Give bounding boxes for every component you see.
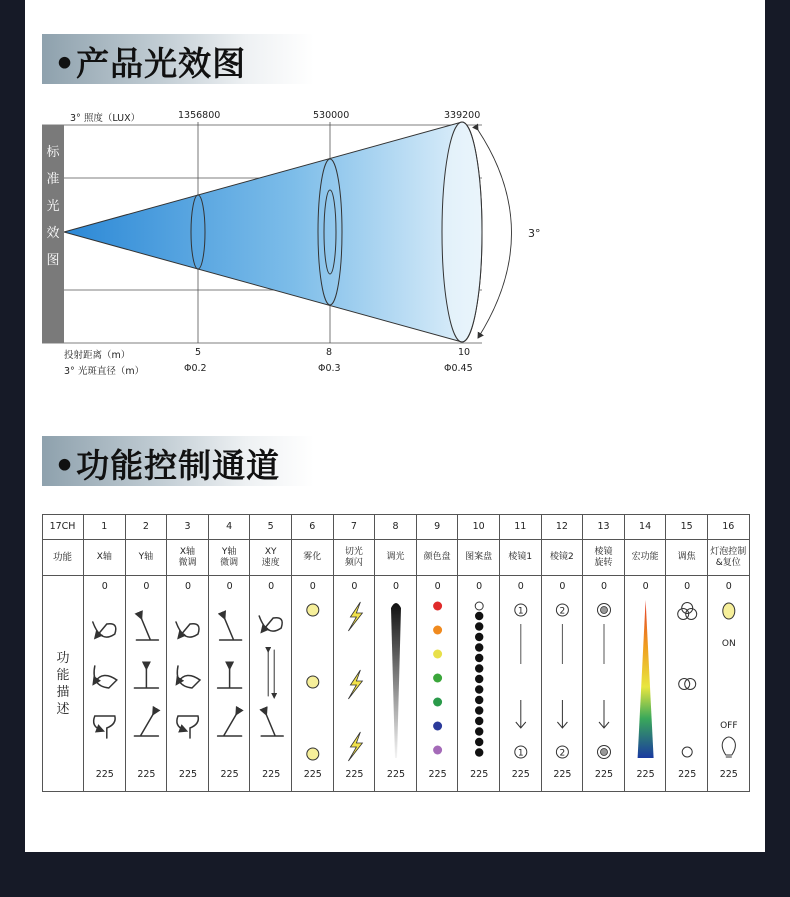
range-end: 225 (178, 769, 198, 780)
gobo-pattern-icon (475, 748, 483, 756)
gobo-pattern-icon (475, 727, 483, 735)
range-start: 0 (684, 581, 691, 592)
gobo-pattern-icon (475, 717, 483, 725)
color-dot-icon (433, 602, 442, 611)
range-start: 0 (517, 581, 524, 592)
channel-name-5: XY 速度 (250, 540, 292, 576)
gobo-pattern-icon (475, 738, 483, 746)
rotation-core-icon (601, 749, 608, 756)
color-dot-icon (433, 698, 442, 707)
x-axis-arrow-icon (177, 716, 198, 738)
channel-number-10: 10 (458, 514, 500, 540)
range-end: 225 (636, 769, 655, 780)
range-end: 225 (95, 769, 114, 780)
angle-arc (478, 130, 512, 338)
xy-speed-angle-icon (261, 712, 283, 736)
range-start: 0 (600, 581, 608, 592)
channel-name-7: 切光 频闪 (334, 540, 376, 576)
x-axis-arrow-icon (93, 622, 116, 637)
range-start: 0 (143, 581, 150, 592)
distance-10: 10 (458, 347, 471, 358)
lamp-on-icon (723, 603, 735, 619)
prism-1-number: 1 (517, 748, 524, 759)
prism-down-arrow-icon (516, 700, 526, 728)
channel-number-1: 1 (84, 514, 126, 540)
y-axis-arrow-icon (134, 712, 158, 736)
channel-name-13: 棱镜 旋转 (583, 540, 625, 576)
range-end: 225 (137, 769, 156, 780)
side-char: 标 (46, 145, 60, 160)
channel-name-1: X轴 (84, 540, 126, 576)
channel-icons (42, 514, 750, 792)
range-start: 0 (226, 581, 233, 592)
strobe-bolt-icon (348, 602, 362, 631)
channel-number-3: 3 (167, 514, 209, 540)
channel-name-2: Y轴 (126, 540, 168, 576)
focus-ring-icon (682, 603, 693, 614)
channel-number-2: 2 (126, 514, 168, 540)
side-char: 图 (46, 253, 60, 268)
prism-2-number: 2 (559, 748, 566, 759)
distance-8: 8 (326, 347, 333, 358)
range-end: 225 (594, 769, 614, 780)
range-end: 225 (220, 769, 239, 780)
fog-dot-icon (307, 676, 319, 688)
side-char: 效 (46, 226, 60, 241)
lamp-off-label: OFF (720, 721, 738, 731)
focus-ring-icon (686, 609, 697, 620)
range-start: 0 (351, 581, 358, 592)
range-start: 0 (434, 581, 441, 592)
section-title-channels: •功能控制通道 (54, 446, 281, 485)
channel-number-9: 9 (417, 514, 459, 540)
x-axis-arrow-icon (177, 666, 200, 688)
rotation-core-icon (601, 607, 608, 614)
channel-name-3: X轴 微调 (167, 540, 209, 576)
lux-value-5m: 1356800 (178, 110, 221, 121)
beam-diagram (0, 0, 790, 400)
channel-name-6: 雾化 (292, 540, 334, 576)
desc-char: 描 (56, 685, 70, 700)
side-char: 准 (46, 172, 60, 187)
angle-label: 3° (528, 227, 541, 240)
channel-number-7: 7 (334, 514, 376, 540)
macro-wedge-icon (638, 600, 654, 758)
channel-number-6: 6 (292, 514, 334, 540)
channel-name-14: 宏功能 (625, 540, 667, 576)
channel-number-11: 11 (500, 514, 542, 540)
range-end: 225 (678, 769, 697, 780)
channel-number-5: 5 (250, 514, 292, 540)
diameter-8: Φ0.3 (318, 363, 341, 374)
gobo-pattern-icon (475, 654, 483, 662)
cone-end-ellipse (442, 122, 482, 342)
standard-effect-label (42, 125, 64, 343)
desc-char: 能 (56, 668, 70, 683)
channel-name-11: 棱镜1 (500, 540, 542, 576)
desc-char: 述 (56, 702, 70, 717)
prism-2-number: 2 (559, 606, 566, 617)
channel-name-12: 棱镜2 (542, 540, 584, 576)
gobo-pattern-icon (475, 643, 483, 651)
lamp-off-icon (722, 737, 735, 755)
gobo-pattern-icon (475, 622, 483, 630)
focus-ring-icon (682, 747, 692, 757)
illuminance-label: 3° 照度（LUX） (70, 113, 141, 124)
channel-name-9: 颜色盘 (417, 540, 459, 576)
light-cone (64, 122, 482, 342)
gobo-pattern-icon (475, 633, 483, 641)
y-axis-arrow-icon (136, 616, 158, 640)
range-end: 225 (303, 769, 322, 780)
range-start: 0 (476, 581, 483, 592)
range-end: 225 (345, 769, 364, 780)
x-axis-arrow-icon (94, 666, 117, 688)
fog-dot-icon (307, 748, 319, 760)
channel-number-8: 8 (375, 514, 417, 540)
channel-table (42, 514, 750, 792)
range-end: 225 (511, 769, 530, 780)
gobo-pattern-icon (475, 612, 483, 620)
diameter-5: Φ0.2 (184, 363, 207, 374)
desc-char: 功 (56, 651, 70, 666)
color-dot-icon (433, 674, 442, 683)
xy-speed-curl-icon (259, 616, 282, 631)
range-start: 0 (101, 581, 108, 592)
range-end: 225 (386, 769, 406, 780)
range-start: 0 (309, 581, 316, 592)
color-dot-icon (433, 650, 442, 659)
prism-1-number: 1 (517, 606, 524, 617)
channel-name-16: 灯泡控制 &复位 (708, 540, 750, 576)
channel-number-12: 12 (542, 514, 584, 540)
diameter-10: Φ0.45 (444, 363, 473, 374)
section-title-effect: •产品光效图 (54, 44, 247, 83)
lamp-on-label: ON (721, 639, 736, 649)
channel-number-16: 16 (708, 514, 750, 540)
range-start: 0 (559, 581, 566, 592)
y-axis-arrow-icon (218, 666, 242, 688)
header-17ch: 17CH (42, 514, 84, 540)
gobo-pattern-icon (475, 675, 483, 683)
channel-number-14: 14 (625, 514, 667, 540)
channel-number-4: 4 (209, 514, 251, 540)
rotation-down-arrow-icon (599, 700, 609, 728)
spot-diameter-label: 3° 光斑直径（m） (64, 366, 145, 377)
gobo-pattern-icon (475, 685, 483, 693)
prism-down-arrow-icon (557, 700, 567, 728)
channel-name-10: 图案盘 (458, 540, 500, 576)
range-end: 225 (553, 769, 572, 780)
strobe-bolt-icon (348, 670, 362, 699)
channel-number-13: 13 (583, 514, 625, 540)
lux-value-10m: 339200 (444, 110, 481, 121)
range-start: 0 (725, 581, 732, 592)
dimmer-bar-icon (391, 603, 401, 758)
color-dot-icon (433, 626, 442, 635)
range-start: 0 (642, 581, 649, 592)
range-start: 0 (184, 581, 192, 592)
fog-dot-icon (307, 604, 319, 616)
strobe-bolt-icon (348, 732, 362, 761)
range-end: 225 (262, 769, 281, 780)
y-axis-arrow-icon (218, 712, 242, 736)
channel-number-15: 15 (666, 514, 708, 540)
color-dot-icon (433, 722, 442, 731)
range-end: 225 (428, 769, 447, 780)
x-axis-arrow-icon (94, 716, 115, 738)
y-axis-arrow-icon (134, 666, 158, 688)
range-start: 0 (392, 581, 400, 592)
gobo-pattern-icon (475, 706, 483, 714)
distance-5: 5 (195, 347, 202, 358)
range-end: 225 (719, 769, 738, 780)
color-dot-icon (433, 746, 442, 755)
range-end: 225 (470, 769, 489, 780)
range-start: 0 (268, 581, 275, 592)
distance-label: 投射距离（m） (64, 350, 131, 361)
gobo-pattern-icon (475, 664, 483, 672)
channel-name-8: 调光 (375, 540, 417, 576)
lux-value-8m: 530000 (313, 110, 350, 121)
channel-name-4: Y轴 微调 (209, 540, 251, 576)
gobo-pattern-icon (475, 696, 483, 704)
section-banner-channels (42, 436, 314, 486)
y-axis-arrow-icon (220, 616, 242, 640)
side-char: 光 (46, 199, 60, 214)
function-label: 功能 (42, 540, 84, 576)
channel-name-15: 调焦 (666, 540, 708, 576)
gobo-open-icon (475, 602, 483, 610)
x-axis-arrow-icon (176, 622, 199, 637)
